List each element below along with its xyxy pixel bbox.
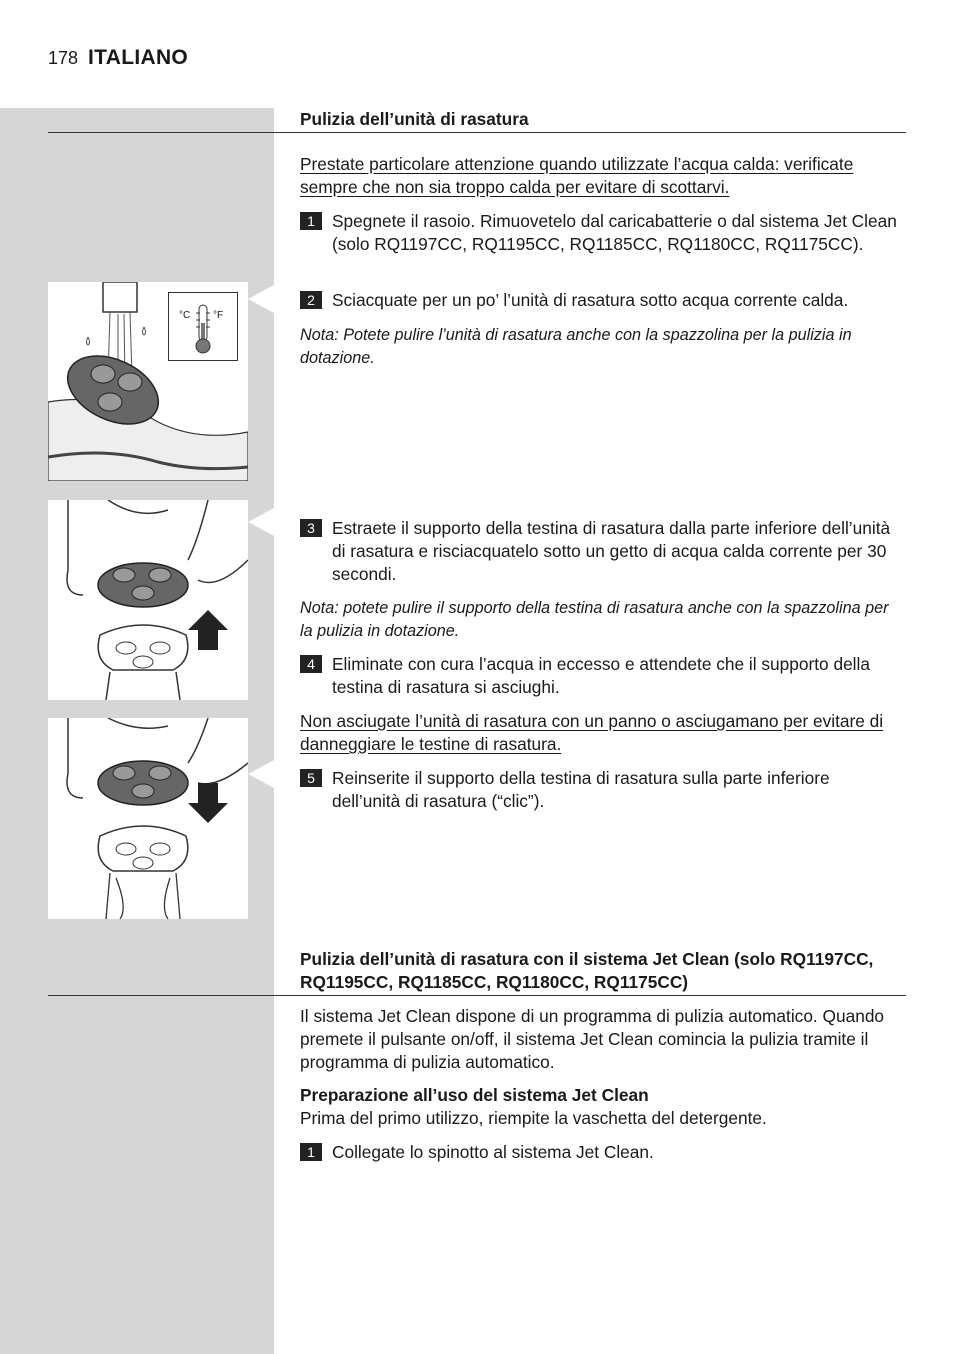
illustration-pointer — [248, 508, 274, 536]
page-number: 178 — [48, 48, 79, 68]
step-text: Eliminate con cura l’acqua in eccesso e attendete che il supporto della testina di rasatura si asciughi. — [332, 654, 870, 697]
remove-holder-illustration — [48, 500, 248, 700]
section-divider — [48, 132, 906, 133]
step-2 — [300, 289, 900, 312]
note-brush: Nota: Potete pulire l’unità di rasatura anche con la spazzolina per la pulizia in dotazione. — [300, 326, 852, 367]
step-5 — [300, 767, 900, 813]
step-3 — [300, 517, 900, 586]
step-number: 3 — [300, 519, 322, 537]
holder-up-icon — [48, 500, 248, 700]
step-number: 5 — [300, 769, 322, 787]
section-title-jet-clean: Pulizia dell’unità di rasatura con il sistema Jet Clean (solo RQ1197CC, RQ1195CC, RQ1185CC, RQ1180CC, RQ1175CC) — [300, 949, 874, 992]
towel-warning: Non asciugate l’unità di rasatura con un panno o asciugamano per evitare di danneggiare le testine di rasatura. — [300, 711, 884, 754]
jet-clean-subtitle: Preparazione all’uso del sistema Jet Clean — [300, 1085, 649, 1105]
hot-water-warning: Prestate particolare attenzione quando utilizzate l’acqua calda: verificate sempre che non sia troppo calda per evitare di scottarvi. — [300, 154, 854, 197]
reinsert-holder-illustration — [48, 718, 248, 919]
step-text: Collegate lo spinotto al sistema Jet Clean. — [332, 1142, 654, 1162]
section-divider — [48, 995, 906, 996]
note-holder-brush: Nota: potete pulire il supporto della testina di rasatura anche con la spazzolina per la pulizia in dotazione. — [300, 599, 889, 640]
fahrenheit-label: °F — [213, 310, 224, 321]
page-header — [48, 46, 188, 76]
jet-clean-step-1 — [300, 1141, 900, 1164]
illustration-pointer — [248, 760, 274, 788]
holder-down-icon — [48, 718, 248, 919]
step-text: Estraete il supporto della testina di rasatura dalla parte inferiore dell’unità di rasatura e risciacquatelo sotto un getto di acqua calda corrente per 30 secondi. — [332, 518, 891, 584]
temperature-badge — [168, 292, 238, 361]
step-text: Sciacquate per un po’ l’unità di rasatura sotto acqua corrente calda. — [332, 290, 849, 310]
thermometer-icon — [169, 293, 237, 360]
step-text: Spegnete il rasoio. Rimuovetelo dal caricabatterie o dal sistema Jet Clean (solo RQ1197CC, RQ1195CC, RQ1185CC, RQ1180CC, RQ1175CC). — [332, 211, 897, 254]
illustration-pointer — [248, 285, 274, 313]
step-4 — [300, 653, 900, 699]
step-number: 1 — [300, 1143, 322, 1161]
step-number: 4 — [300, 655, 322, 673]
section-title-cleaning: Pulizia dell’unità di rasatura — [300, 109, 529, 129]
language-title: ITALIANO — [88, 46, 189, 69]
jet-clean-intro: Il sistema Jet Clean dispone di un programma di pulizia automatico. Quando premete il pulsante on/off, il sistema Jet Clean comincia la pulizia tramite il programma di pulizia automatico. — [300, 1006, 885, 1072]
step-number: 1 — [300, 212, 322, 230]
step-text: Reinserite il supporto della testina di rasatura sulla parte inferiore dell’unità di rasatura (“clic”). — [332, 768, 830, 811]
celsius-label: °C — [179, 310, 191, 321]
step-1 — [300, 210, 900, 256]
step-number: 2 — [300, 291, 322, 309]
jet-clean-subtitle-text: Prima del primo utilizzo, riempite la vaschetta del detergente. — [300, 1108, 767, 1128]
rinse-illustration — [48, 282, 248, 481]
